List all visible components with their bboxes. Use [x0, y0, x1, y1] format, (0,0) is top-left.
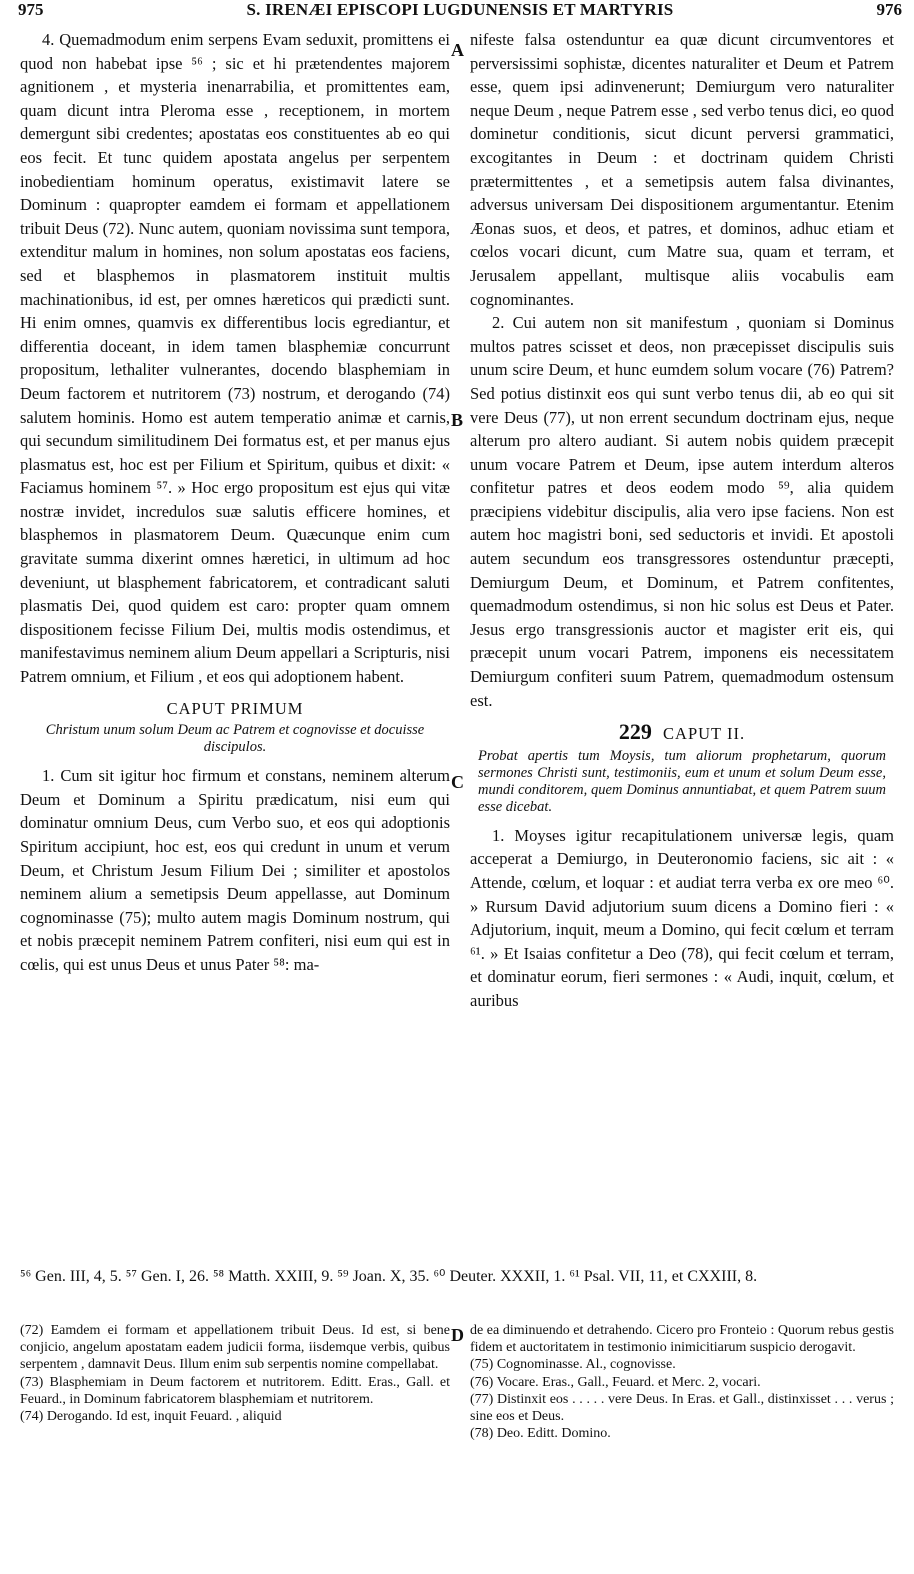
left-page-number: 975: [18, 0, 44, 19]
footnote-77: (77) Distinxit eos . . . . . vere Deus. In Eras. et Gall., distinxisset . . . verus ; sine eos et Deus.: [470, 1391, 894, 1425]
section-marker-d: D: [451, 1325, 464, 1345]
footnote-78: (78) Deo. Editt. Domino.: [470, 1426, 611, 1442]
footnotes-left: [20, 1322, 450, 1425]
footnote-73: (73) Blasphemiam in Deum factorem et nutritorem. Editt. Eras., Gall. et Feuard., in Dominum fabricatorem blasphemiam et nutritorem.: [20, 1374, 450, 1407]
chapter-2-subtitle: Probat apertis tum Moysis, tum aliorum prophetarum, quorum sermones Christi sunt, testimoniis, eum et unum et solum Deum esse, mundi conditorem, quem Dominus annuntiabat, et quem Patrem suum esse dicebat.: [478, 747, 886, 815]
chapter-2-title: CAPUT II.: [663, 724, 746, 744]
right-paragraph-1: nifeste falsa ostenduntur ea quæ dicunt circumventores et perversissimi sophistæ, dicentes naturaliter et Deum et Patrem esse, quem ipsi adinvenerunt; Demiurgum vero naturaliter neque Deum , neque Patrem esse , sed verbo tenus dici, eo quod dominetur conditionis, sicut dicunt perversi grammatici, excogitantes in Deum : et doctrinam quidem Christi prætermittentes , et a semetipsis autem falsa divinantes, adversus universam Dei dispositionem argumentantur. Etenim Æonas suos, et deos, et patres, et dominos, adhuc etiam et cœlos vocari dicunt, cum Matre sua, quam et terram, et Jerusalem appellant, multisque aliis vocabulis eam cognominantes.: [470, 30, 894, 309]
left-paragraph-2: 1. Cum sit igitur hoc firmum et constans, neminem alterum Deum et Dominum a Spiritu prædicatum, nisi eum qui dominatur omnium Deus, cum Verbo suo, et eos qui adoptionis Spiritum accipiunt, hoc est, eos qui credunt in unum et verum Deum, et Christum Jesum Filium Dei ; similiter et apostolos neminem alium a semetipsis Deum appellasse, aut Dominum cognominasse (75); multo autem magis Dominum nostrum, qui et nobis præcepit neminem Patrem confiteri, nisi eum qui est in cœlis, qui est unus Deus et unus Pater ⁵⁸: ma-: [20, 766, 450, 974]
column-number: 229: [618, 719, 652, 745]
left-column: [20, 28, 450, 977]
right-page-number: 976: [876, 0, 902, 19]
footnote-72: (72) Eamdem ei formam et appellationem tribuit Deus. Id est, si bene conjicio, angelum apostatam eadem judicii forma, iisdemque verbis, quibus serpentem , damnavit Deus. Illum enim sub serpentis nomine compellabat.: [20, 1323, 450, 1373]
footnote-74: (74) Derogando. Id est, inquit Feuard. , aliquid: [20, 1409, 282, 1425]
right-paragraph-2: 2. Cui autem non sit manifestum , quoniam si Dominus multos patres scisset et deos, non præcepisset discipulis suis unum scire Deum, et hunc eumdem solum vocare (76) Patrem? Sed potius distinxit eos qui sunt verbo tenus dii, ab eo qui sit vere Deus (77), ut non errent secundum doctrinam ejus, neque alterum pro altero audiant. Si autem nobis quidem præcepit unum vocare Patrem et Deum, ipse autem interdum alteros confitetur patres et deos eodem modo ⁵⁹, alia quidem præcipiens videbitur discipulis, alia vero ipse faciens. Non est autem hoc magistri boni, sed seductoris et invidi. Et apostoli autem secundum eos transgressores ostenduntur præcepti, Demiurgum Deum, et Dominum, et Patrem confitentes, quemadmodum ostendimus, si non hic solus est Deus et Pater. Jesus ergo transgressionis auctor et magister erit eis, qui præcepit unum vocari Patrem, imponens eis necessitatem Demiurgum confiteri suum Patrem, quemadmodum ostensum est.: [470, 313, 894, 710]
running-title: S. IRENÆI EPISCOPI LUGDUNENSIS ET MARTYRIS: [246, 0, 674, 19]
section-marker-c: C: [451, 772, 464, 792]
chapter-2-heading: [470, 720, 894, 746]
chapter-1-title: CAPUT PRIMUM: [166, 698, 304, 718]
chapter-1-subtitle: Christum unum solum Deum ac Patrem et cognovisse et docuisse discipulos.: [45, 722, 425, 756]
footnote-75: (75) Cognominasse. Al., cognovisse.: [470, 1357, 676, 1373]
right-paragraph-3: 1. Moyses igitur recapitulationem universæ legis, quam acceperat a Demiurgo, in Deuteronomio faciens, sic ait : « Attende, cœlum, et loquar : et audiat terra verba ex ore meo ⁶⁰. » Rursum David adjutorium suum dicens a Domino fieri : « Adjutorium, inquit, meum a Domino, qui fecit cœlum et terram ⁶¹. » Et Isaias confitetur a Deo (78), qui fecit cœlum et terram, et dominatur eorum, fieri sermones : « Audi, inquit, cœlum, et auribus: [470, 825, 894, 1010]
scripture-references: ⁵⁶ Gen. III, 4, 5. ⁵⁷ Gen. I, 26. ⁵⁸ Matth. XXIII, 9. ⁵⁹ Joan. X, 35. ⁶⁰ Deuter. XXXII, 1. ⁶¹ Psal. VII, 11, et CXXIII, 8.: [20, 1268, 758, 1285]
left-paragraph-1: 4. Quemadmodum enim serpens Evam seduxit, promittens ei quod non habebat ipse ⁵⁶ ; sic et hi prætendentes majorem agnitionem , et mysteria inenarrabilia, et promittentes eam, quam dicunt intra Pleroma esse , receptionem, in mortem demergunt sibi credentes; apostatas eos constituentes ab eo qui eos fecit. Et tunc quidem apostata angelus per serpentem inobedientiam hominum operatus, existimavit latere se Dominum : quapropter eamdem ei formam et appellationem tribuit Deus (72). Nunc autem, quoniam novissima sunt tempora, extenditur malum in homines, non solum apostatas eos faciens, sed et blasphemos in plasmatorem instituit multis machinationibus, id est, per omnes hæreticos qui prædicti sunt. Hi enim omnes, quamvis ex differentibus locis egrediantur, et differentia doceant, in idem tamen blasphemiæ concurrunt propositum, lethaliter vulnerantes, docendo blasphemiam in Deum factorem et nutritorem (73) nostrum, et derogando (74) salutem hominis. Homo est autem temperatio animæ et carnis, qui secundum similitudinem Dei formatus est, et per manus ejus plasmatus est, hoc est per Filium et Spiritum, quibus et dixit: « Faciamus hominem ⁵⁷. » Hoc ergo propositum est ejus qui vitæ nostræ invidet, incredulos suæ salutis efficere homines, et blasphemos in plasmatorem Deum. Quæcunque enim cum gravitate summa dixerint omnes hæretici, in ultimum ad hoc deveniunt, ut blasphement fabricatorem, et contradicant saluti plasmatis Dei, quod quidem est caro: propter quam omnem dispositionem fecisse Filium Dei, multis modis ostendimus, et manifestavimus neminem alium Deum appellari a Scripturis, nisi Patrem omnium, et Filium , et eos qui adoptionem habent.: [20, 30, 450, 687]
section-marker-a: A: [451, 40, 464, 60]
footnotes-right: [470, 1322, 894, 1442]
running-header: [18, 0, 902, 26]
footnote-76: (76) Vocare. Eras., Gall., Feuard. et Merc. 2, vocari.: [470, 1374, 761, 1390]
right-column: [470, 28, 894, 1013]
footnote-74-continued: de ea diminuendo et detrahendo. Cicero pro Fronteio : Quorum rebus gestis fidem et auctoritatem in testimonio inimicitiarum suspicio derogavit.: [470, 1323, 894, 1356]
section-marker-b: B: [451, 410, 464, 430]
